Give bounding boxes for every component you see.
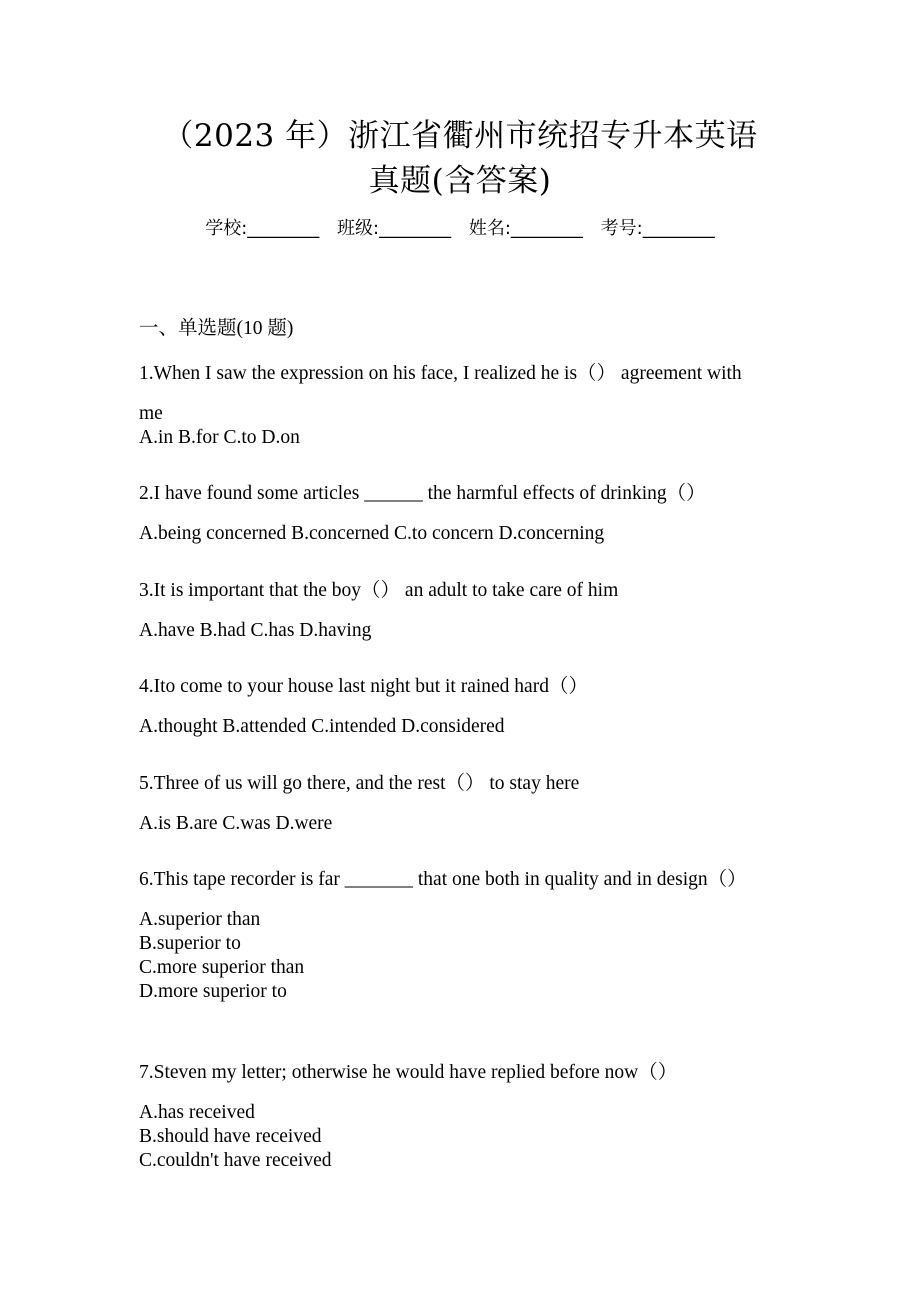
class-field: 班级:________ [337, 218, 452, 239]
student-info-row [0, 216, 920, 242]
question-7-stem: 7.Steven my letter; otherwise he would have replied before now（） [139, 1062, 678, 1083]
question-3-stem: 3.It is important that the boy（） an adult to take care of him [139, 580, 619, 601]
question-1-stem: 1.When I saw the expression on his face, I realized he is（） agreement with [139, 363, 742, 384]
document-title-line-2: 真题(含答案) [368, 163, 552, 199]
question-6-option-d: D.more superior to [139, 981, 287, 1002]
question-4-stem: 4.Ito come to your house last night but it rained hard（） [139, 676, 588, 697]
question-7-option-a: A.has received [139, 1102, 255, 1123]
question-1-options: A.in B.for C.to D.on [139, 427, 300, 448]
question-6-option-a: A.superior than [139, 909, 261, 930]
question-7-option-b: B.should have received [139, 1126, 322, 1147]
question-6-option-b: B.superior to [139, 933, 241, 954]
question-4-options: A.thought B.attended C.intended D.considered [139, 716, 505, 737]
school-field: 学校:________ [205, 218, 320, 239]
question-6-option-c: C.more superior than [139, 957, 305, 978]
section-heading: 一、单选题(10 题) [139, 318, 294, 339]
name-field: 姓名:________ [468, 218, 583, 239]
question-2-stem: 2.I have found some articles ______ the harmful effects of drinking（） [139, 483, 706, 504]
question-6-stem: 6.This tape recorder is far _______ that one both in quality and in design（） [139, 869, 747, 890]
question-2-options: A.being concerned B.concerned C.to concern D.concerning [139, 523, 605, 544]
question-3-options: A.have B.had C.has D.having [139, 620, 372, 641]
question-7-option-c: C.couldn't have received [139, 1150, 332, 1171]
document-title-line-1: （2023 年）浙江省衢州市统招专升本英语 [162, 118, 758, 154]
question-1-stem-continued: me [139, 403, 163, 424]
question-5-stem: 5.Three of us will go there, and the rest（） to stay here [139, 773, 580, 794]
exam-number-field: 考号:________ [600, 218, 715, 239]
question-5-options: A.is B.are C.was D.were [139, 813, 333, 834]
